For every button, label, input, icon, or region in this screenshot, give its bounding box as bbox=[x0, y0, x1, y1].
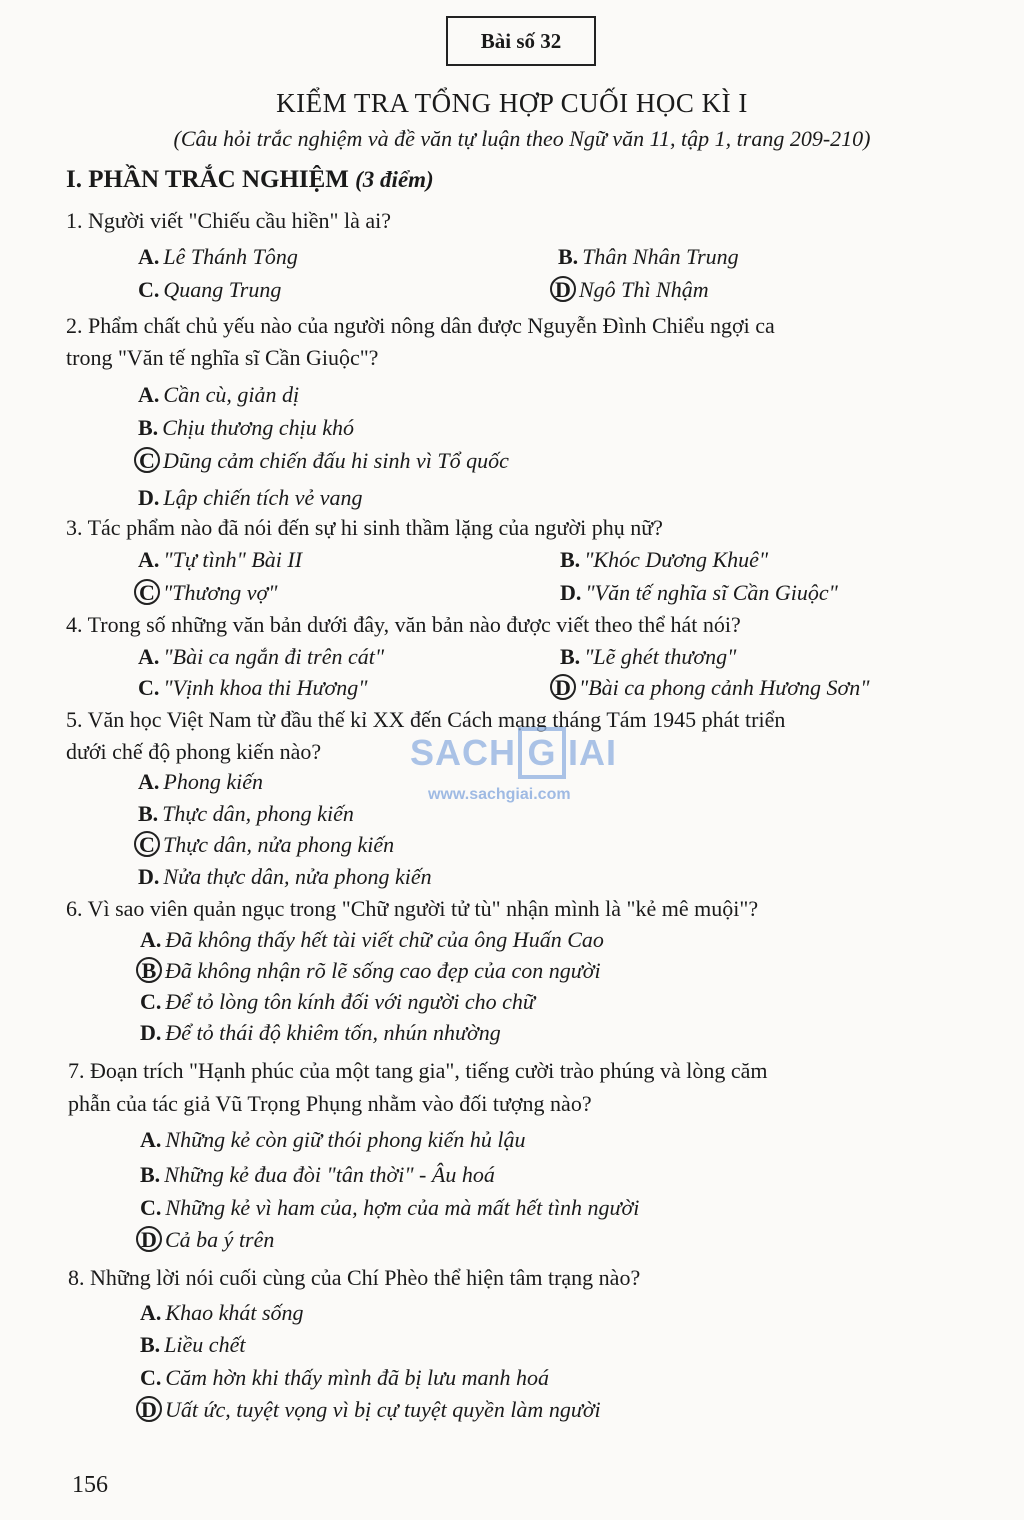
answer-circle: D bbox=[136, 1396, 162, 1422]
section-heading-text: I. PHẦN TRẮC NGHIỆM bbox=[66, 166, 349, 193]
section-points: (3 điểm) bbox=[355, 167, 434, 192]
answer-circle: D bbox=[136, 1226, 162, 1252]
page-number: 156 bbox=[72, 1472, 108, 1498]
watermark-g-icon: G bbox=[518, 727, 566, 779]
option-2a: A. Cần cù, giản dị bbox=[138, 382, 300, 407]
option-3c-answer: C "Thương vợ" bbox=[134, 579, 277, 607]
option-2d: D. Lập chiến tích vẻ vang bbox=[138, 485, 363, 510]
option-1d-answer: D Ngô Thì Nhậm bbox=[550, 276, 709, 304]
section-heading bbox=[66, 166, 434, 194]
answer-circle: D bbox=[550, 276, 576, 302]
option-8b: B. Liều chết bbox=[140, 1332, 246, 1357]
option-4c: C. "Vịnh khoa thi Hương" bbox=[138, 675, 368, 700]
question-2: 2. Phẩm chất chủ yếu nào của người nông dân được Nguyễn Đình Chiểu ngợi ca bbox=[66, 313, 775, 338]
option-7a: A. Những kẻ còn giữ thói phong kiến hủ lậu bbox=[140, 1127, 526, 1152]
option-3b: B. "Khóc Dương Khuê" bbox=[560, 547, 769, 572]
option-7b: B. Những kẻ đua đòi "tân thời" - Âu hoá bbox=[140, 1162, 495, 1187]
option-6c: C. Để tỏ lòng tôn kính đối với người cho chữ bbox=[140, 989, 535, 1014]
question-3: 3. Tác phẩm nào đã nói đến sự hi sinh thầm lặng của người phụ nữ? bbox=[66, 515, 663, 540]
option-3d: D. "Văn tế nghĩa sĩ Cần Giuộc" bbox=[560, 580, 838, 605]
question-2-cont: trong "Văn tế nghĩa sĩ Cần Giuộc"? bbox=[66, 345, 379, 370]
option-6b-answer: B Đã không nhận rõ lẽ sống cao đẹp của con người bbox=[136, 957, 601, 985]
question-6: 6. Vì sao viên quản ngục trong "Chữ người tử tù" nhận mình là "kẻ mê muội"? bbox=[66, 896, 759, 921]
option-4d-answer: D "Bài ca phong cảnh Hương Sơn" bbox=[550, 674, 869, 702]
answer-circle: D bbox=[550, 674, 576, 700]
question-7: 7. Đoạn trích "Hạnh phúc của một tang gia", tiếng cười trào phúng và lòng căm bbox=[68, 1058, 768, 1083]
question-8: 8. Những lời nói cuối cùng của Chí Phèo thể hiện tâm trạng nào? bbox=[68, 1265, 641, 1290]
watermark-logo: SACH G IAI bbox=[410, 728, 620, 778]
exercise-number-box: Bài số 32 bbox=[446, 16, 596, 66]
option-8c: C. Căm hờn khi thấy mình đã bị lưu manh hoá bbox=[140, 1365, 550, 1390]
option-7d-answer: D Cả ba ý trên bbox=[136, 1226, 274, 1254]
option-6a: A. Đã không thấy hết tài viết chữ của ông Huấn Cao bbox=[140, 927, 604, 952]
question-1: 1. Người viết "Chiếu cầu hiền" là ai? bbox=[66, 208, 391, 233]
option-4a: A. "Bài ca ngắn đi trên cát" bbox=[138, 644, 385, 669]
answer-circle: B bbox=[136, 957, 162, 983]
page-title: KIỂM TRA TỔNG HỢP CUỐI HỌC KÌ I bbox=[276, 88, 748, 118]
question-7-cont: phẫn của tác giả Vũ Trọng Phụng nhằm vào đối tượng nào? bbox=[68, 1091, 592, 1116]
option-7c: C. Những kẻ vì ham của, hợm của mà mất hết tình người bbox=[140, 1195, 640, 1220]
watermark-url: www.sachgiai.com bbox=[428, 786, 571, 803]
option-5d: D. Nửa thực dân, nửa phong kiến bbox=[138, 864, 432, 889]
question-4: 4. Trong số những văn bản dưới đây, văn bản nào được viết theo thể hát nói? bbox=[66, 612, 741, 637]
option-8d-answer: D Uất ức, tuyệt vọng vì bị cự tuyệt quyền làm người bbox=[136, 1396, 601, 1424]
answer-circle: C bbox=[134, 831, 160, 857]
option-5b: B. Thực dân, phong kiến bbox=[138, 801, 354, 826]
answer-circle: C bbox=[134, 579, 160, 605]
page-subtitle: (Câu hỏi trắc nghiệm và đề văn tự luận theo Ngữ văn 11, tập 1, trang 209-210) bbox=[173, 126, 871, 151]
option-1c: C. Quang Trung bbox=[138, 277, 282, 302]
option-4b: B. "Lẽ ghét thương" bbox=[560, 644, 737, 669]
option-2b: B. Chịu thương chịu khó bbox=[138, 415, 354, 440]
option-6d: D. Để tỏ thái độ khiêm tốn, nhún nhường bbox=[140, 1020, 501, 1045]
question-5: 5. Văn học Việt Nam từ đầu thế kỉ XX đến Cách mạng tháng Tám 1945 phát triển bbox=[66, 707, 786, 732]
option-3a: A. "Tự tình" Bài II bbox=[138, 547, 303, 572]
question-5-cont: dưới chế độ phong kiến nào? bbox=[66, 739, 322, 764]
option-1a: A. Lê Thánh Tông bbox=[138, 244, 298, 269]
option-1b: B. Thân Nhân Trung bbox=[558, 244, 739, 269]
option-8a: A. Khao khát sống bbox=[140, 1300, 304, 1325]
option-5a: A. Phong kiến bbox=[138, 769, 263, 794]
answer-circle: C bbox=[134, 447, 160, 473]
option-5c-answer: C Thực dân, nửa phong kiến bbox=[134, 831, 394, 859]
option-2c-answer: C Dũng cảm chiến đấu hi sinh vì Tổ quốc bbox=[134, 447, 509, 475]
